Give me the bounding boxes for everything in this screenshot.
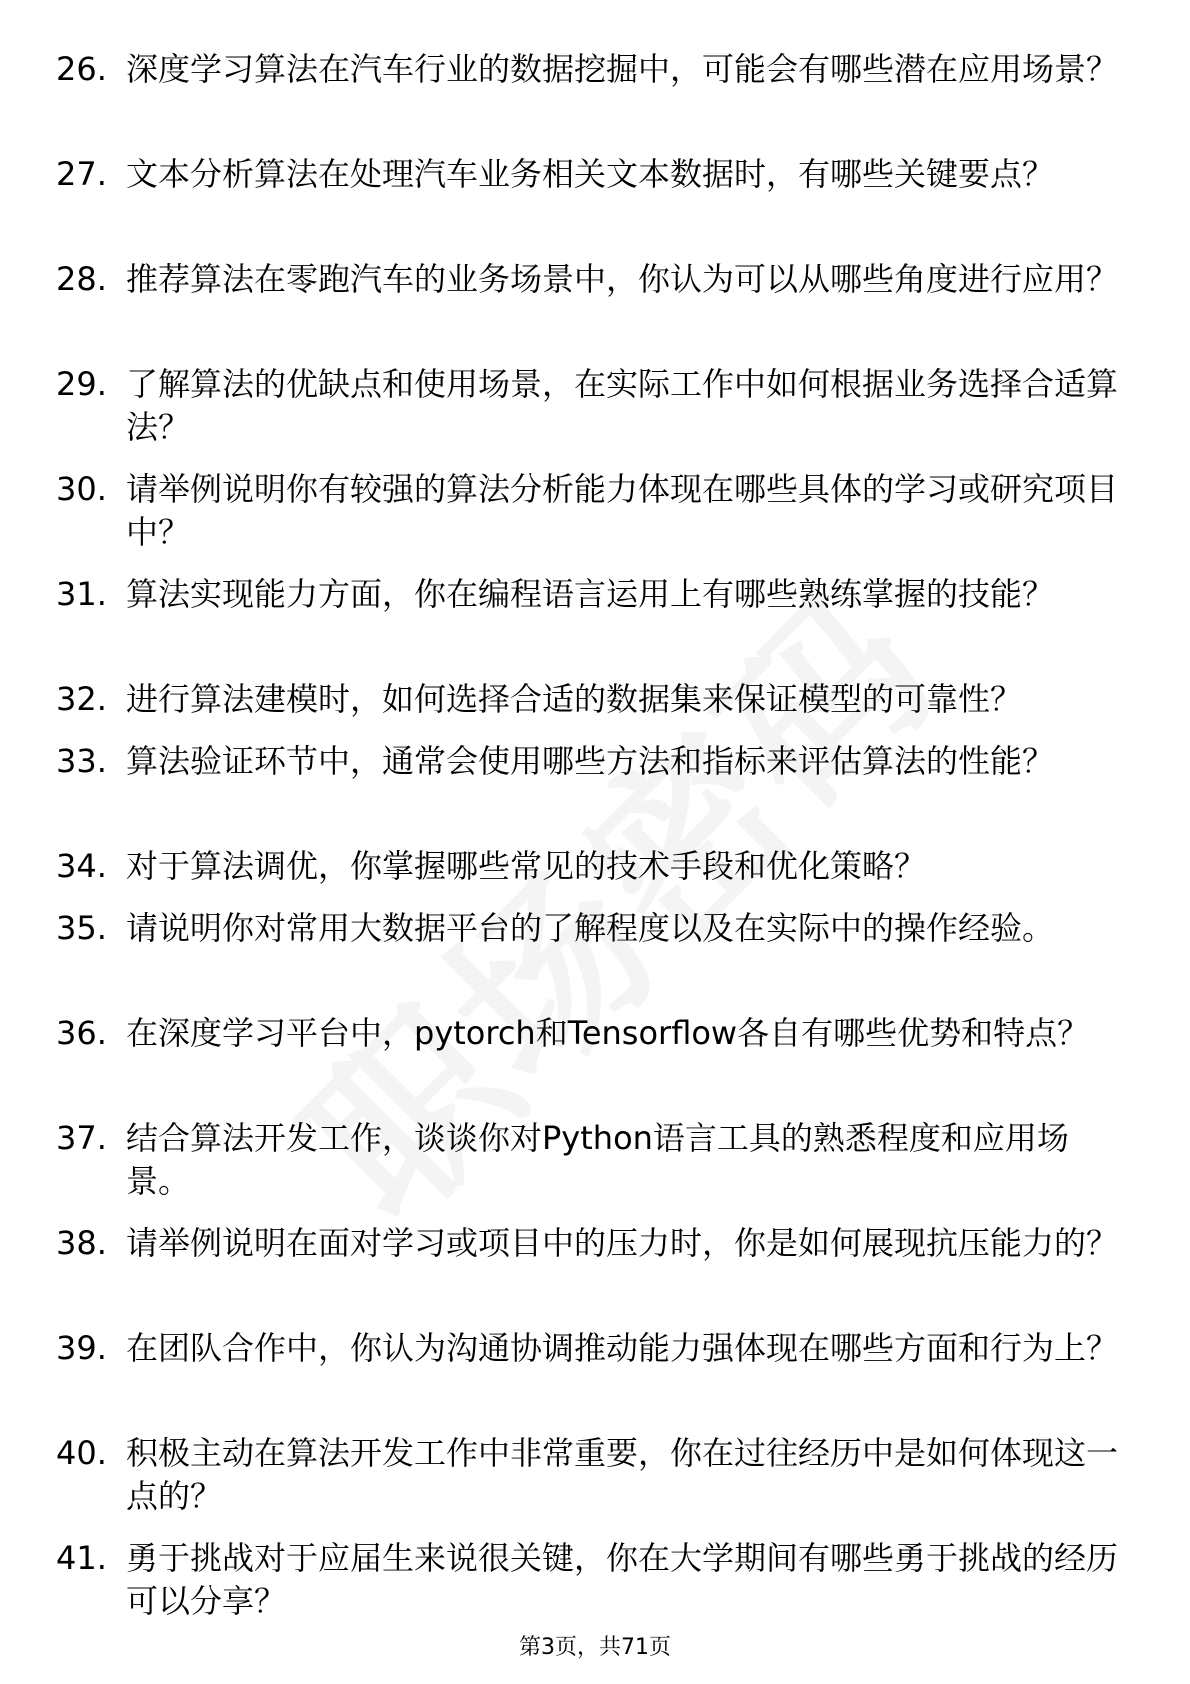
question-text: 积极主动在算法开发工作中非常重要，你在过往经历中是如何体现这一点的？ xyxy=(126,1434,1119,1515)
page-number-label: 第3页，共71页 xyxy=(519,1635,671,1660)
question-text: 结合算法开发工作，谈谈你对Python语言工具的熟悉程度和应用场景。 xyxy=(126,1119,1069,1200)
question-number: 28. xyxy=(56,260,107,298)
question-number: 30. xyxy=(56,470,107,508)
question-item xyxy=(56,907,1126,1012)
question-number: 35. xyxy=(56,909,107,947)
question-text: 在团队合作中，你认为沟通协调推动能力强体现在哪些方面和行为上？ xyxy=(126,1329,1119,1367)
question-text: 算法验证环节中，通常会使用哪些方法和指标来评估算法的性能？ xyxy=(126,742,1055,780)
question-item xyxy=(56,1222,1126,1327)
question-item xyxy=(56,468,1126,573)
question-text: 文本分析算法在处理汽车业务相关文本数据时，有哪些关键要点？ xyxy=(126,155,1055,193)
question-item xyxy=(56,678,1126,740)
question-item xyxy=(56,1327,1126,1432)
page-footer xyxy=(0,1634,1190,1662)
question-item xyxy=(56,258,1126,363)
question-item xyxy=(56,845,1126,907)
question-number: 27. xyxy=(56,155,107,193)
question-number: 33. xyxy=(56,742,107,780)
question-item xyxy=(56,153,1126,258)
question-text: 算法实现能力方面，你在编程语言运用上有哪些熟练掌握的技能？ xyxy=(126,575,1055,613)
question-text: 对于算法调优，你掌握哪些常见的技术手段和优化策略？ xyxy=(126,847,927,885)
question-item xyxy=(56,573,1126,678)
question-number: 37. xyxy=(56,1119,107,1157)
question-number: 31. xyxy=(56,575,107,613)
question-text: 了解算法的优缺点和使用场景，在实际工作中如何根据业务选择合适算法？ xyxy=(126,365,1119,446)
question-item xyxy=(56,48,1126,153)
question-number: 29. xyxy=(56,365,107,403)
question-text: 在深度学习平台中，pytorch和Tensorflow各自有哪些优势和特点？ xyxy=(126,1014,1090,1052)
question-item xyxy=(56,1432,1126,1537)
question-item xyxy=(56,363,1126,468)
question-item xyxy=(56,1012,1126,1117)
question-text: 深度学习算法在汽车行业的数据挖掘中，可能会有哪些潜在应用场景？ xyxy=(126,50,1119,88)
question-number: 34. xyxy=(56,847,107,885)
question-item xyxy=(56,1117,1126,1222)
question-text: 请举例说明你有较强的算法分析能力体现在哪些具体的学习或研究项目中？ xyxy=(126,470,1119,551)
question-text: 进行算法建模时，如何选择合适的数据集来保证模型的可靠性？ xyxy=(126,680,1023,718)
question-text: 推荐算法在零跑汽车的业务场景中，你认为可以从哪些角度进行应用？ xyxy=(126,260,1119,298)
question-number: 32. xyxy=(56,680,107,718)
question-number: 38. xyxy=(56,1224,107,1262)
question-number: 40. xyxy=(56,1434,107,1472)
question-number: 39. xyxy=(56,1329,107,1367)
question-text: 勇于挑战对于应届生来说很关键，你在大学期间有哪些勇于挑战的经历可以分享？ xyxy=(126,1539,1119,1620)
question-number: 41. xyxy=(56,1539,107,1577)
question-item xyxy=(56,1537,1126,1642)
question-number: 36. xyxy=(56,1014,107,1052)
question-text: 请说明你对常用大数据平台的了解程度以及在实际中的操作经验。 xyxy=(126,909,1055,947)
question-number: 26. xyxy=(56,50,107,88)
question-item xyxy=(56,740,1126,845)
question-text: 请举例说明在面对学习或项目中的压力时，你是如何展现抗压能力的？ xyxy=(126,1224,1119,1262)
question-list xyxy=(56,48,1126,1642)
